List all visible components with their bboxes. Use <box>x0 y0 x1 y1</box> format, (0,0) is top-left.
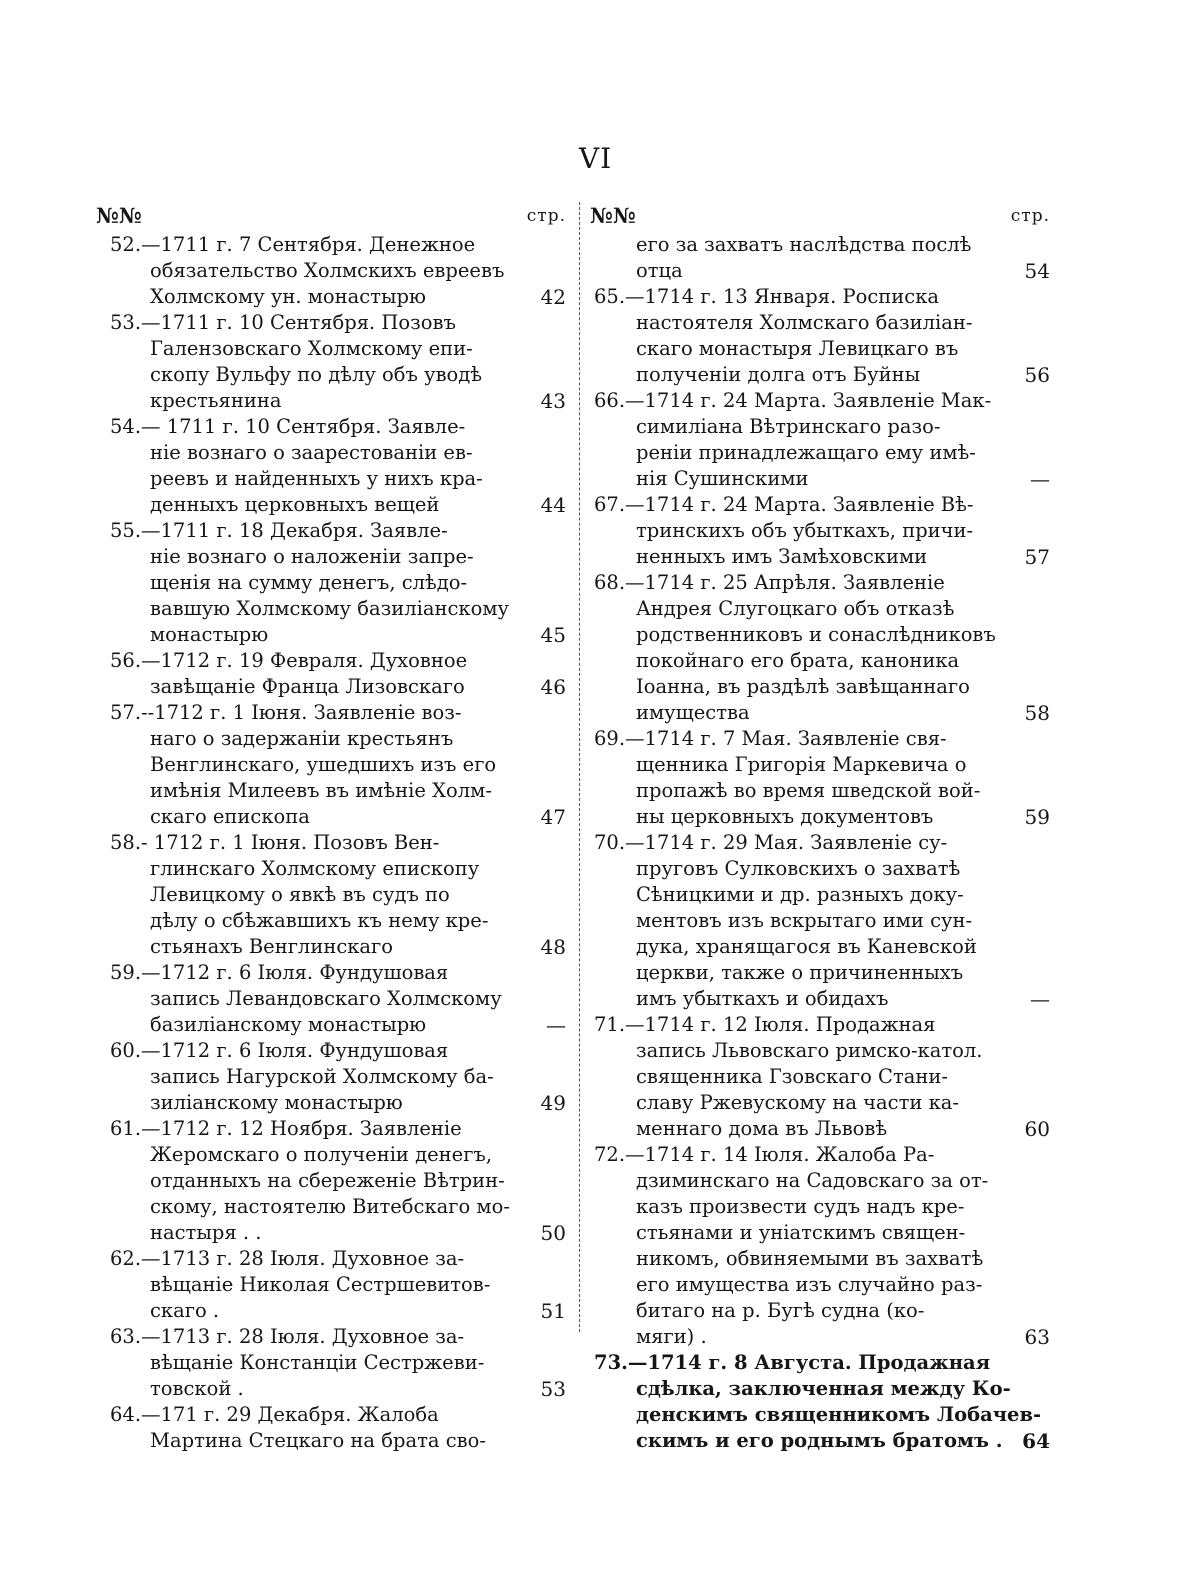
entry-line: Сѣницкими и др. разныхъ доку- <box>636 883 964 906</box>
entry-line: 68.—1714 г. 25 Апрѣля. Заявленіе <box>594 571 945 594</box>
entry-line: скопу Вульфу по дѣлу объ уводѣ <box>150 363 483 386</box>
entry-line: щенника Григорія Маркевича о <box>636 753 967 776</box>
entry-line: 60.—1712 г. 6 Іюля. Фундушовая <box>110 1039 449 1062</box>
entry-line: 71.—1714 г. 12 Іюля. Продажная <box>594 1013 936 1036</box>
toc-entry <box>590 570 1050 726</box>
column-header <box>590 200 1050 232</box>
entry-line: 62.—1713 г. 28 Іюля. Духовное за- <box>110 1247 465 1270</box>
entry-line: скаго . <box>150 1299 220 1322</box>
entry-line: 53.—1711 г. 10 Сентября. Позовъ <box>110 311 456 334</box>
entry-line: Венглинскаго, ушедшихъ изъ его <box>150 753 497 776</box>
page-ref: 42 <box>540 285 566 309</box>
page-ref: 51 <box>540 1299 566 1323</box>
page-ref: 63 <box>1024 1325 1050 1349</box>
entry-line: обязательство Холмскихъ евреевъ <box>150 259 505 282</box>
entry-line: славу Ржевускому на части ка- <box>636 1091 959 1114</box>
column-divider <box>579 202 580 1332</box>
page-ref: 58 <box>1024 701 1050 725</box>
entry-line: стьянахъ Венглинскаго <box>150 935 394 958</box>
entry-line: вѣщаніе Николая Сестршевитов- <box>150 1273 491 1296</box>
page-heading: стр. <box>1010 206 1050 226</box>
entry-line: сдѣлка, заключенная между Ко- <box>636 1377 1011 1400</box>
entry-line: Левицкому о явкѣ въ судъ по <box>150 883 450 906</box>
entry-line: Жеромскаго о полученіи денегъ, <box>150 1143 493 1166</box>
page-ref: 48 <box>540 935 566 959</box>
toc-entry <box>96 310 566 414</box>
entry-line: ментовъ изъ вскрытаго ими сун- <box>636 909 973 932</box>
entry-line: Холмскому ун. монастырю <box>150 285 426 308</box>
left-column <box>96 200 566 1454</box>
entry-line: мяги) . <box>636 1325 707 1348</box>
entry-line: денскимъ священникомъ Лобачев- <box>636 1403 1042 1426</box>
entry-line: ніе вознаго о наложеніи запре- <box>150 545 474 568</box>
entry-line: пруговъ Сулковскихъ о захватѣ <box>636 857 961 880</box>
entry-line: битаго на р. Бугѣ судна (ко- <box>636 1299 925 1322</box>
number-heading: №№ <box>590 203 636 228</box>
entry-line: денныхъ церковныхъ вещей <box>150 493 440 516</box>
entry-line: имъ убыткахъ и обидахъ <box>636 987 889 1010</box>
toc-entry <box>96 648 566 700</box>
entry-line: товской . <box>150 1377 244 1400</box>
page-ref: 57 <box>1024 545 1050 569</box>
page-ref: — <box>546 1013 566 1037</box>
entry-line: 66.—1714 г. 24 Марта. Заявленіе Мак- <box>594 389 992 412</box>
entry-line: дука, хранящагося въ Каневской <box>636 935 977 958</box>
entry-line: Галензовскаго Холмскому епи- <box>150 337 473 360</box>
toc-entry <box>96 518 566 648</box>
entry-line: его за захватъ наслѣдства послѣ <box>636 233 972 256</box>
entry-line: тринскихъ объ убыткахъ, причи- <box>636 519 974 542</box>
entry-line: дзиминскаго на Садовскаго за от- <box>636 1169 989 1192</box>
entry-line: 65.—1714 г. 13 Января. Росписка <box>594 285 940 308</box>
toc-entry <box>590 232 1050 284</box>
page-ref: 44 <box>540 493 566 517</box>
page-ref: 54 <box>1024 259 1050 283</box>
entry-line: настыря . . <box>150 1221 262 1244</box>
entry-line: ны церковныхъ документовъ <box>636 805 934 828</box>
toc-entry <box>96 1246 566 1324</box>
toc-entry <box>96 1324 566 1402</box>
column-header <box>96 200 566 232</box>
entry-line: щенія на сумму денегъ, слѣдо- <box>150 571 468 594</box>
page-ref: 53 <box>540 1377 566 1401</box>
entry-line: его имущества изъ случайно раз- <box>636 1273 983 1296</box>
toc-entry <box>96 414 566 518</box>
entry-line: вѣщаніе Констанціи Сестржеви- <box>150 1351 485 1374</box>
page-ref: 45 <box>540 623 566 647</box>
entry-line: запись Левандовскаго Холмскому <box>150 987 502 1010</box>
entry-line: 70.—1714 г. 29 Мая. Заявленіе су- <box>594 831 948 854</box>
entry-line: ніе вознаго о заарестованіи ев- <box>150 441 473 464</box>
page-ref: 49 <box>540 1091 566 1115</box>
entry-line: завѣщаніе Францa Лизовскаго <box>150 675 465 698</box>
entry-line: стьянами и уніатскимъ священ- <box>636 1221 966 1244</box>
entry-line: 64.—171 г. 29 Декабря. Жалоба <box>110 1403 439 1426</box>
entry-line: 67.—1714 г. 24 Марта. Заявленіе Вѣ- <box>594 493 974 516</box>
entry-line: 52.—1711 г. 7 Сентября. Денежное <box>110 233 476 256</box>
entry-line: крестьянина <box>150 389 282 412</box>
toc-entry <box>590 830 1050 1012</box>
entry-line: пропажѣ во время шведской вой- <box>636 779 981 802</box>
entry-line: имѣнія Милеевъ въ имѣніе Холм- <box>150 779 492 802</box>
entry-line: 57.--1712 г. 1 Іюня. Заявленіе воз- <box>110 701 462 724</box>
entry-line: 58.- 1712 г. 1 Іюня. Позовъ Вен- <box>110 831 440 854</box>
page-ref: — <box>1030 467 1050 491</box>
entry-line: запись Нагурской Холмскому ба- <box>150 1065 494 1088</box>
page-ref: 60 <box>1024 1117 1050 1141</box>
entry-line: 63.—1713 г. 28 Іюля. Духовное за- <box>110 1325 465 1348</box>
entry-line: симиліана Вѣтринскаго разо- <box>636 415 941 438</box>
entry-line: скому, настоятелю Витебскаго мо- <box>150 1195 510 1218</box>
page-ref: 50 <box>540 1221 566 1245</box>
entry-line: Мартина Стецкаго на брата сво- <box>150 1429 486 1452</box>
toc-entry <box>590 388 1050 492</box>
entry-line: имущества <box>636 701 750 724</box>
entry-line: скаго монастыря Левицкаго въ <box>636 337 959 360</box>
entry-line: ненныхъ имъ Замѣховскими <box>636 545 928 568</box>
toc-entry <box>590 1142 1050 1350</box>
entry-line: полученіи долга отъ Буйны <box>636 363 921 386</box>
entry-line: 54.— 1711 г. 10 Сентября. Заявле- <box>110 415 466 438</box>
page-ref: 46 <box>540 675 566 699</box>
toc-entry <box>96 960 566 1038</box>
entry-line: казъ произвести судъ надъ кре- <box>636 1195 965 1218</box>
toc-entry <box>590 726 1050 830</box>
number-heading: №№ <box>96 203 142 228</box>
entry-line: отданныхъ на сбереженіе Вѣтрин- <box>150 1169 505 1192</box>
entry-line: наго о задержаніи крестьянъ <box>150 727 454 750</box>
page-ref: 64 <box>1022 1429 1050 1453</box>
entry-line: базиліанскому монастырю <box>150 1013 427 1036</box>
page-ref: 43 <box>540 389 566 413</box>
right-column <box>590 200 1050 1454</box>
entry-line: отца <box>636 259 683 282</box>
entry-line: нія Сушинскими <box>636 467 809 490</box>
entry-line: священника Гзовскаго Стани- <box>636 1065 948 1088</box>
entry-line: скаго епископа <box>150 805 310 828</box>
entry-line: реевъ и найденныхъ у нихъ кра- <box>150 467 483 490</box>
toc-entry <box>96 1038 566 1116</box>
toc-entry <box>96 232 566 310</box>
entry-line: 56.—1712 г. 19 Февраля. Духовное <box>110 649 468 672</box>
entry-line: реніи принадлежащаго ему имѣ- <box>636 441 976 464</box>
entry-line: меннаго дома въ Львовѣ <box>636 1117 888 1140</box>
entry-line: Іоанна, въ раздѣлѣ завѣщаннаго <box>636 675 970 698</box>
entry-line: скимъ и его роднымъ братомъ . <box>636 1429 1003 1452</box>
entry-line: 59.—1712 г. 6 Іюля. Фундушовая <box>110 961 449 984</box>
entry-line: зиліанскому монастырю <box>150 1091 403 1114</box>
entry-line: 73.—1714 г. 8 Августа. Продажная <box>594 1351 991 1374</box>
toc-entry <box>590 1350 1050 1454</box>
page-heading: стр. <box>526 206 566 226</box>
entry-line: вавшую Холмскому базиліанскому <box>150 597 509 620</box>
page-ref: 59 <box>1024 805 1050 829</box>
entry-line: 61.—1712 г. 12 Ноября. Заявленіе <box>110 1117 462 1140</box>
page-ref: 56 <box>1024 363 1050 387</box>
entry-line: 55.—1711 г. 18 Декабря. Заявле- <box>110 519 448 542</box>
entry-line: никомъ, обвиняемыми въ захватѣ <box>636 1247 984 1270</box>
toc-entry <box>96 1116 566 1246</box>
toc-entry <box>96 700 566 830</box>
page-number: VI <box>578 142 613 175</box>
entry-line: запись Львовскаго римско-катол. <box>636 1039 983 1062</box>
entry-line: настоятеля Холмскаго базиліан- <box>636 311 973 334</box>
entry-line: 69.—1714 г. 7 Мая. Заявленіе свя- <box>594 727 947 750</box>
page-ref: — <box>1030 987 1050 1011</box>
entry-line: дѣлу о сбѣжавшихъ къ нему кре- <box>150 909 489 932</box>
toc-entry <box>590 284 1050 388</box>
entry-line: монастырю <box>150 623 269 646</box>
toc-entry <box>590 1012 1050 1142</box>
entry-line: глинскаго Холмскому епископу <box>150 857 480 880</box>
toc-entry <box>96 1402 566 1454</box>
page-ref: 47 <box>540 805 566 829</box>
toc-entry <box>96 830 566 960</box>
toc-entry <box>590 492 1050 570</box>
entry-line: Андрея Слугоцкаго объ отказѣ <box>636 597 955 620</box>
entry-line: родственниковъ и сонаслѣдниковъ <box>636 623 996 646</box>
entry-line: 72.—1714 г. 14 Іюля. Жалоба Ра- <box>594 1143 935 1166</box>
entry-line: покойнаго его брата, каноника <box>636 649 960 672</box>
entry-line: церкви, также о причиненныхъ <box>636 961 964 984</box>
